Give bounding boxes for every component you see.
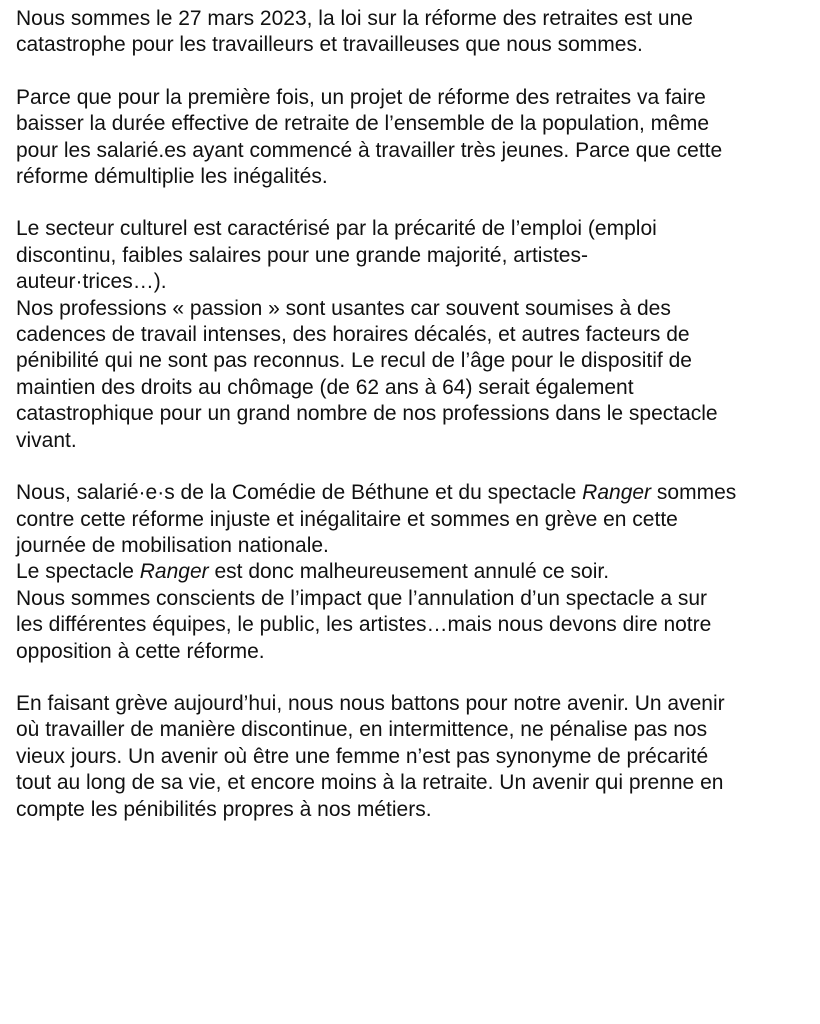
text-line: les différentes équipes, le public, les artistes…mais nous devons dire notre <box>16 613 712 637</box>
text-line: pénibilité qui ne sont pas reconnus. Le recul de l’âge pour le dispositif de <box>16 349 692 373</box>
text-line: vivant. <box>16 428 77 452</box>
text-segment: est donc malheureusement annulé ce soir. <box>208 560 610 584</box>
text-line: Le secteur culturel est caractérisé par la précarité de l’emploi (emploi <box>16 217 657 241</box>
text-line: auteur·trices…). <box>16 270 167 294</box>
paragraph-cultural-sector <box>16 216 806 454</box>
text-line <box>16 559 806 585</box>
text-line: discontinu, faibles salaires pour une grande majorité, artistes- <box>16 243 588 267</box>
text-segment: sommes <box>651 481 737 505</box>
text-line: catastrophique pour un grand nombre de nos professions dans le spectacle <box>16 402 718 426</box>
text-line: journée de mobilisation nationale. <box>16 533 329 557</box>
letter-body <box>16 6 806 849</box>
text-line: tout au long de sa vie, et encore moins à la retraite. Un avenir qui prenne en <box>16 771 724 795</box>
text-line: cadences de travail intenses, des horaires décalés, et autres facteurs de <box>16 323 690 347</box>
text-line: Nos professions « passion » sont usantes car souvent soumises à des <box>16 296 671 320</box>
text-segment: Nous, salarié·e·s de la Comédie de Béthune et du spectacle <box>16 481 583 505</box>
paragraph-reason <box>16 85 806 191</box>
paragraph-intro <box>16 6 806 59</box>
text-line: Nous sommes le 27 mars 2023, la loi sur la réforme des retraites est une <box>16 7 693 30</box>
text-line: baisser la durée effective de retraite de l’ensemble de la population, même <box>16 112 710 136</box>
text-line: vieux jours. Un avenir où être une femme n’est pas synonyme de précarité <box>16 744 709 768</box>
text-line: maintien des droits au chômage (de 62 ans à 64) serait également <box>16 375 634 399</box>
text-segment: Le spectacle <box>16 560 140 584</box>
paragraph-future <box>16 691 806 823</box>
text-line: compte les pénibilités propres à nos métiers. <box>16 797 432 821</box>
text-line: opposition à cette réforme. <box>16 639 265 663</box>
text-line: où travailler de manière discontinue, en intermittence, ne pénalise pas nos <box>16 718 708 742</box>
show-title: Ranger <box>139 560 209 584</box>
text-line: catastrophe pour les travailleurs et travailleuses que nous sommes. <box>16 33 643 57</box>
text-line: Nous sommes conscients de l’impact que l’annulation d’un spectacle a sur <box>16 586 708 610</box>
text-line <box>16 480 806 506</box>
text-line: réforme démultiplie les inégalités. <box>16 165 328 189</box>
text-line: En faisant grève aujourd’hui, nous nous battons pour notre avenir. Un avenir <box>16 691 725 715</box>
text-line: pour les salarié.es ayant commencé à travailler très jeunes. Parce que cette <box>16 138 723 162</box>
text-line: Parce que pour la première fois, un projet de réforme des retraites va faire <box>16 85 706 109</box>
paragraph-strike <box>16 480 806 665</box>
text-line: contre cette réforme injuste et inégalitaire et sommes en grève en cette <box>16 507 678 531</box>
show-title: Ranger <box>582 481 652 505</box>
